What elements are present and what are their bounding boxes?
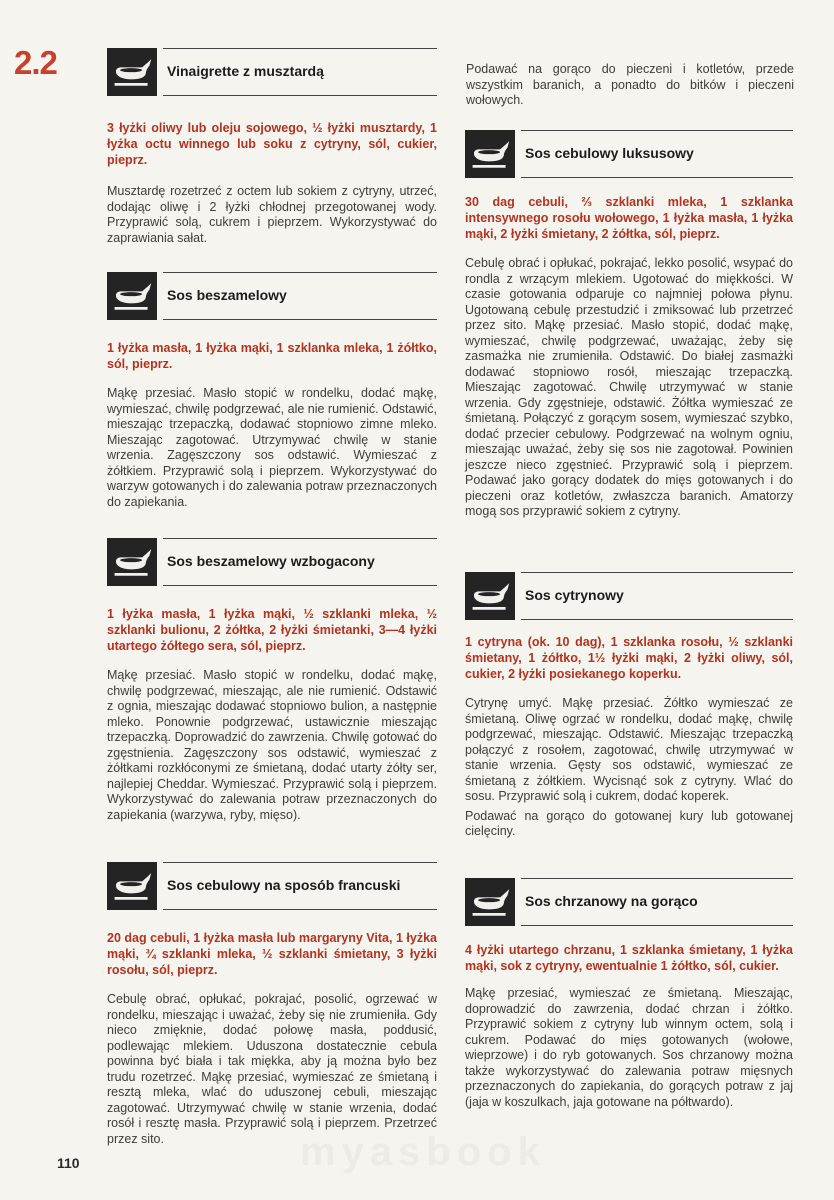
gravy-boat-icon — [107, 538, 157, 586]
continued-text: Podawać na gorąco do pieczeni i kotletów, przede wszystkim baranich, a ponadto do bitków i pieczeni wołowych. — [466, 62, 794, 107]
recipe-cebulowy-francuski — [107, 862, 437, 1147]
recipe-ingredients: 4 łyżki utartego chrzanu, 1 szklanka śmietany, 1 łyżka mąki, sok z cytryny, ewentualnie 1 żółtko, sól, cukier. — [465, 943, 793, 973]
recipe-header — [107, 48, 437, 96]
recipe-title: Sos cebulowy luksusowy — [525, 145, 694, 161]
method-paragraph: Cytrynę umyć. Mąkę przesiać. Żółtko wymieszać ze śmietaną. Oliwę ogrzać w rondelku, dodać mąkę, chwilę podgrzewać, mieszając. Odstawić. Mieszając trzepaczką połączyć z rosołem, zagotować, chwilę utrzymywać w stanie wrzenia. Gęsty sos odstawić, wymieszać ze śmietaną z żółtkiem. Wycisnąć sok z cytryny. Wlać do sosu. Przyprawić solą i cukrem, dodać koperek. — [465, 696, 793, 803]
section-number: 2.2 — [14, 44, 57, 81]
recipe-method — [465, 256, 793, 520]
recipe-ingredients: 1 łyżka masła, 1 łyżka mąki, 1 szklanka mleka, 1 żółtko, sól, pieprz. — [107, 341, 437, 371]
recipe-title: Sos beszamelowy — [167, 287, 287, 303]
recipe-header — [107, 538, 437, 586]
gravy-boat-icon — [465, 878, 515, 926]
recipe-ingredients: 20 dag cebuli, 1 łyżka masła lub margaryny Vita, 1 łyżka mąki, ¾ szklanki mleka, ½ szklanki śmietany, 3 łyżki rosołu, sól, pieprz. — [107, 931, 437, 977]
method-paragraph: Podawać na gorąco do gotowanej kury lub gotowanej cielęciny. — [465, 808, 793, 838]
recipe-method — [465, 986, 793, 1110]
recipe-beszamel — [107, 272, 437, 510]
recipe-header — [107, 272, 437, 320]
recipe-ingredients: 3 łyżki oliwy lub oleju sojowego, ½ łyżki musztardy, 1 łyżka octu winnego lub soku z cytryny, sól, cukier, pieprz. — [107, 121, 437, 167]
recipe-cebulowy-luksusowy — [465, 130, 793, 520]
gravy-boat-icon — [107, 862, 157, 910]
recipe-beszamel-wzbogacony — [107, 538, 437, 823]
method-paragraph: Cebulę obrać i opłukać, pokrajać, lekko posolić, wsypać do rondla z wrzącym mlekiem. Ugotować do miękkości. W czasie gotowania odparuje co najmniej połowa płynu. Ugotowaną cebulę przestudzić i zmiksować lub przetrzeć przez sito. Mąkę przesiać. Masło stopić, dodać mąkę, wymieszać, chwilę podgrzewać, uważając, żeby się zasmażka nie zrumieniła. Odstawić. Do białej zasmażki dodawać stopniowo rosół, mieszając trzepaczką. Mieszając zagotować. Chwilę utrzymywać w stanie wrzenia. Gdy zgęstnieje, odstawić. Żółtka wymieszać ze śmietaną. Połączyć z gorącym sosem, wymieszać szybko, dodać przecier cebulowy. Podgrzewać na wolnym ogniu, mieszając uważać, żeby się sos nie zagotował. Powinien jeszcze nieco zgęstnieć. Przyprawić solą i pieprzem. Podawać jako gorący dodatek do mięs gotowanych i do pieczeni oraz kotletów, zwłaszcza baranich. Amatorzy mogą sos przyprawić sokiem z cytryny. — [465, 256, 793, 518]
recipe-header — [107, 862, 437, 910]
recipe-method — [465, 696, 793, 840]
method-paragraph: Mąkę przesiać. Masło stopić w rondelku, dodać mąkę, chwilę podgrzewać, mieszając, ale nie rumienić. Odstawić z ognia, mieszając dodawać stopniowo bulion, a następnie mleko. Ponownie podgrzewać, ustawicznie mieszając trzepaczką. Doprowadzić do zawrzenia. Chwilę gotować do zgęstnienia. Zagęszczony sos odstawić, wymieszać z żółtkami rozkłóconymi ze śmietaną, dodać utarty żółty ser, najlepiej Cheddar. Wymieszać. Przyprawić solą i pieprzem. Wykorzystywać do zalewania potraw przeznaczonych do zapiekania (warzywa, ryby, mięso). — [107, 668, 437, 822]
recipe-header — [465, 572, 793, 620]
recipe-method — [107, 668, 437, 823]
recipe-title: Vinaigrette z musztardą — [167, 63, 324, 79]
recipe-method — [107, 184, 437, 246]
gravy-boat-icon — [465, 130, 515, 178]
recipe-chrzanowy — [465, 878, 793, 1110]
recipe-title: Sos cytrynowy — [525, 587, 624, 603]
method-paragraph: Musztardę rozetrzeć z octem lub sokiem z cytryny, utrzeć, dodając oliwę i 2 łyżki chłodnej przegotowanej wody. Przyprawić solą, cukrem i pieprzem. Wykorzystywać do zaprawiania sałat. — [107, 184, 437, 245]
method-paragraph: Mąkę przesiać. Masło stopić w rondelku, dodać mąkę, wymieszać, chwilę podgrzewać, ale nie rumienić. Odstawić, mieszając trzepaczką, dodawać stopniowo zimne mleko. Mieszając zagotować. Utrzymywać chwilę w stanie wrzenia. Zagęszczony sos odstawić. Wymieszać z żółtkiem. Przyprawić solą i pieprzem. Wykorzystywać do warzyw gotowanych i do zalewania potraw przeznaczonych do zapiekania. — [107, 386, 437, 509]
recipe-title: Sos cebulowy na sposób francuski — [167, 877, 401, 893]
page-number: 110 — [57, 1155, 80, 1171]
recipe-title: Sos beszamelowy wzbogacony — [167, 553, 375, 569]
recipe-cytrynowy — [465, 572, 793, 840]
recipe-header — [465, 130, 793, 178]
watermark: myasbook — [300, 1130, 546, 1174]
recipe-ingredients: 1 łyżka masła, 1 łyżka mąki, ½ szklanki mleka, ½ szklanki bulionu, 2 żółtka, 2 łyżki śmietanki, 3—4 łyżki utartego żółtego sera, sól, pieprz. — [107, 607, 437, 653]
gravy-boat-icon — [107, 48, 157, 96]
method-paragraph: Mąkę przesiać, wymieszać ze śmietaną. Mieszając, doprowadzić do zawrzenia, dodać chrzan i żółtko. Przyprawić sokiem z cytryny lub winnym octem, solą i cukrem. Podawać do mięs gotowanych (wołowe, wieprzowe) i do ryb gotowanych. Sos chrzanowy można także wykorzystywać do zalewania potraw mięsnych przeznaczonych do zapiekania, do gorących potraw z jaj (jaja w koszulkach, jaja gotowane na półtwardo). — [465, 986, 793, 1109]
recipe-title: Sos chrzanowy na gorąco — [525, 893, 698, 909]
recipe-vinaigrette — [107, 48, 437, 246]
method-paragraph: Cebulę obrać, opłukać, pokrajać, posolić, ogrzewać w rondelku, mieszając i uważać, żeby się nie zrumieniła. Gdy nieco zmięknie, dodać połowę masła, poddusić, podlewając mlekiem. Uduszona dostatecznie cebula powinna być biała i tak miękka, aby ją można było bez trudu rozetrzeć. Mąkę przesiać, wymieszać ze śmietaną i resztą mleka, wlać do uduszonej cebuli, mieszając zagotować. Utrzymywać chwilę w stanie wrzenia, dodać rosół i resztę masła. Przyprawić solą i pieprzem. Przetrzeć przez sito. — [107, 992, 437, 1146]
gravy-boat-icon — [465, 572, 515, 620]
recipe-ingredients: 1 cytryna (ok. 10 dag), 1 szklanka rosołu, ½ szklanki śmietany, 1 żółtko, 1½ łyżki mąki, 2 łyżki oliwy, sól, cukier, 2 łyżki posiekanego koperku. — [465, 635, 793, 681]
gravy-boat-icon — [107, 272, 157, 320]
recipe-ingredients: 30 dag cebuli, ⅔ szklanki mleka, 1 szklanka intensywnego rosołu wołowego, 1 łyżka masła, 1 łyżka mąki, 2 łyżki śmietany, 2 żółtka, sól, pieprz. — [465, 195, 793, 241]
recipe-header — [465, 878, 793, 926]
recipe-method — [107, 992, 437, 1147]
recipe-method — [107, 386, 437, 510]
